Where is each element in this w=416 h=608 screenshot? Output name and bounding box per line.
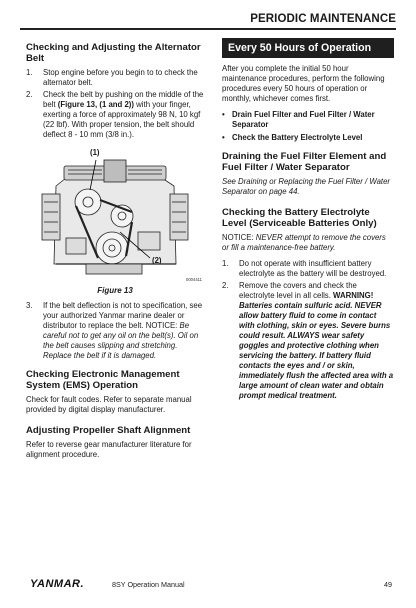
step-text: Stop engine before you begin to to check the alternator belt. <box>43 68 198 87</box>
callout-2: (2) <box>152 256 162 265</box>
step-number: 3. <box>26 301 33 310</box>
step-number: 2. <box>26 90 33 99</box>
step-text: with your finger, exerting a force of approximately 98 N, 10 kgf (22 lbf). With proper tension, the belt should deflect 8 - 10 mm (3/8 in.). <box>43 100 201 139</box>
heading-drain-fuel-filter: Draining the Fuel Filter Element and Fuel Filter / Water Separator <box>222 151 387 173</box>
engine-figure <box>26 146 204 284</box>
page-number: 49 <box>384 580 392 589</box>
belt-steps-continued <box>26 301 204 361</box>
section-banner: Every 50 Hours of Operation <box>222 38 394 58</box>
battery-step-2 <box>222 281 394 401</box>
battery-step-1 <box>222 259 394 279</box>
right-column <box>222 34 394 403</box>
procedure-list <box>222 110 394 143</box>
intro-text: After you complete the initial 50 hour maintenance procedures, perform the following procedures every 50 hours of operation or monthly, whichever comes first. <box>222 64 385 103</box>
running-header: PERIODIC MAINTENANCE <box>250 13 396 25</box>
notice-label: NOTICE: <box>222 233 256 242</box>
callout-1: (1) <box>90 148 100 157</box>
notice-text: Be careful not to get any oil on the belt(s). Oil on the belt causes slipping and stretching. Replace the belt if it is damaged. <box>43 321 199 360</box>
step-number: 1. <box>222 259 229 268</box>
yanmar-logo: YANMAR. <box>30 578 85 590</box>
figure-caption: Figure 13 <box>97 286 133 295</box>
notice-text: NEVER attempt to remove the covers or fill a maintenance-free battery. <box>222 233 386 252</box>
engine-illustration <box>26 146 204 284</box>
heading-ems: Checking Electronic Management System (EMS) Operation <box>26 369 180 391</box>
belt-steps <box>26 68 204 140</box>
battery-steps <box>222 259 394 401</box>
page-footer <box>30 578 392 592</box>
step-text: Check the belt by pushing on the middle of the belt <box>43 90 204 109</box>
figure-reference: (Figure 13, (1 and 2)) <box>57 100 134 109</box>
procedure-item: • Drain Fuel Filter and Fuel Filter / Water Separator <box>222 110 394 130</box>
battery-notice <box>222 233 394 253</box>
step-number: 1. <box>26 68 33 77</box>
step-text: Do not operate with insufficient battery electrolyte as the battery will be destroyed. <box>239 259 387 278</box>
propeller-text: Refer to reverse gear manufacturer literature for alignment procedure. <box>26 440 192 459</box>
procedure-item: • Check the Battery Electrolyte Level <box>222 133 394 143</box>
step-text: Remove the covers and check the electrolyte level in all cells. <box>239 281 357 300</box>
warning-label: WARNING! <box>333 291 374 300</box>
heading-alternator-belt: Checking and Adjusting the Alternator Belt <box>26 42 201 64</box>
step-text: If the belt deflection is not to specification, see your authorized Yanmar marine dealer or distributor to replace the belt. NOTICE: <box>43 301 203 330</box>
warning-text: Batteries contain sulfuric acid. NEVER allow battery fluid to come in contact with clothing, skin or eyes. Severe burns could result. ALWAYS wear safety goggles and protective clothing when servicing the battery. If battery fluid contacts the eyes and / or skin, immediately flush the affected area with a large amount of clean water and obtain prompt medical treatment. <box>239 301 394 400</box>
header-rule <box>20 28 396 30</box>
figure-id: 0004411 <box>186 277 202 282</box>
heading-battery: Checking the Battery Electrolyte Level (Serviceable Batteries Only) <box>222 207 377 229</box>
left-column <box>26 34 204 460</box>
step-number: 2. <box>222 281 229 290</box>
manual-title: 8SY Operation Manual <box>112 580 185 589</box>
drain-text: See Draining or Replacing the Fuel Filter / Water Separator on page 44. <box>222 177 390 196</box>
belt-step-1 <box>26 68 204 88</box>
belt-step-3 <box>26 301 204 361</box>
ems-text: Check for fault codes. Refer to separate manual provided by digital display manufacturer. <box>26 395 192 414</box>
heading-propeller: Adjusting Propeller Shaft Alignment <box>26 425 191 436</box>
belt-step-2 <box>26 90 204 140</box>
